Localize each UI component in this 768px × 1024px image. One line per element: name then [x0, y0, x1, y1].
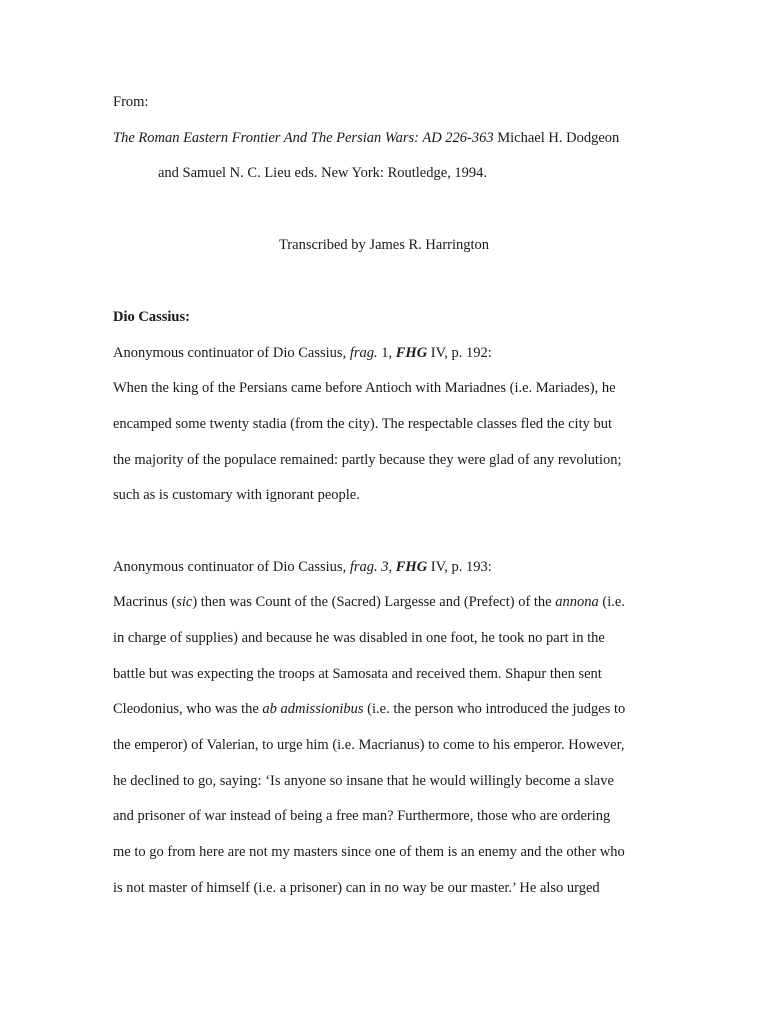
entry1-ref-mid: 1,: [377, 345, 396, 361]
entry1-ref-frag: frag.: [349, 345, 378, 361]
entry2-line-7: and prisoner of war instead of being a free man? Furthermore, those who are ordering: [113, 808, 611, 824]
book-title: The Roman Eastern Frontier And The Persian Wars: AD 226-363: [113, 130, 494, 146]
citation-line-1: [113, 129, 619, 147]
entry1-ref-suffix: IV, p. 192:: [427, 345, 492, 361]
entry2-ref-frag: frag. 3: [349, 559, 389, 575]
citation-authors: Michael H. Dodgeon: [493, 130, 620, 146]
entry2-ref-prefix: Anonymous continuator of Dio Cassius,: [113, 559, 350, 575]
entry2-reference: [113, 558, 492, 576]
entry1-ref-fhg: FHG: [395, 345, 428, 361]
citation-line-2: and Samuel N. C. Lieu eds. New York: Routledge, 1994.: [158, 165, 488, 181]
entry1-line-1: When the king of the Persians came before Antioch with Mariadnes (i.e. Mariades), he: [113, 380, 616, 396]
section-heading: Dio Cassius:: [113, 309, 190, 325]
entry2-ref-mid: ,: [388, 559, 396, 575]
entry2-line-8: me to go from here are not my masters since one of them is an enemy and the other who: [113, 844, 625, 860]
entry2-ab-admissionibus: ab admissionibus: [262, 701, 364, 717]
entry2-line-3: battle but was expecting the troops at Samosata and received them. Shapur then sent: [113, 666, 602, 682]
entry2-line-5: the emperor) of Valerian, to urge him (i.e. Macrianus) to come to his emperor. However,: [113, 737, 625, 753]
entry2-line-2: in charge of supplies) and because he was disabled in one foot, he took no part in the: [113, 630, 605, 646]
entry1-line-2: encamped some twenty stadia (from the city). The respectable classes fled the city but: [113, 416, 612, 432]
entry2-line1-a: Macrinus (: [113, 594, 177, 610]
entry2-line4-b: (i.e. the person who introduced the judges to: [363, 701, 626, 717]
transcriber-credit: Transcribed by James R. Harrington: [278, 237, 490, 253]
entry1-ref-prefix: Anonymous continuator of Dio Cassius,: [113, 345, 350, 361]
entry1-reference: [113, 344, 492, 362]
entry2-line1-b: ) then was Count of the (Sacred) Largesse and (Prefect) of the: [192, 594, 556, 610]
entry2-line-9: is not master of himself (i.e. a prisoner) can in no way be our master.’ He also urged: [113, 880, 600, 896]
from-label: From:: [113, 94, 149, 110]
entry2-annona: annona: [555, 594, 599, 610]
entry2-line-6: he declined to go, saying: ‘Is anyone so insane that he would willingly become a slave: [113, 773, 614, 789]
entry1-line-4: such as is customary with ignorant people.: [113, 487, 360, 503]
entry2-line-1: [113, 593, 625, 611]
entry2-ref-suffix: IV, p. 193:: [427, 559, 492, 575]
entry1-line-3: the majority of the populace remained: partly because they were glad of any revolution;: [113, 452, 622, 468]
entry2-line4-a: Cleodonius, who was the: [113, 701, 263, 717]
entry2-sic: sic: [176, 594, 193, 610]
entry2-line1-c: (i.e.: [598, 594, 625, 610]
entry2-ref-fhg: FHG: [395, 559, 428, 575]
entry2-line-4: [113, 700, 625, 718]
